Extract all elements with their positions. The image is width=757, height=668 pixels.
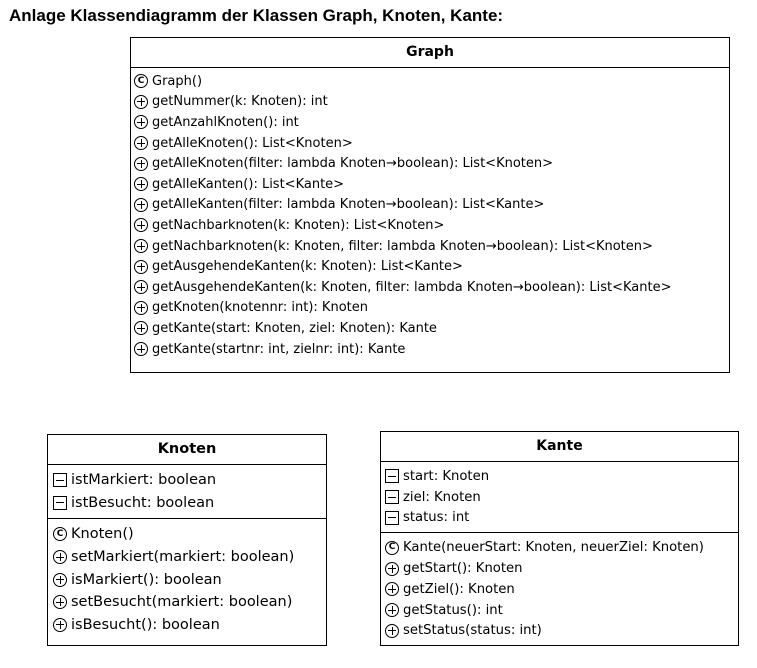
public-visibility-icon xyxy=(134,321,148,335)
member-text: getNachbarknoten(k: Knoten, filter: lambda Knoten→boolean): List<Knoten> xyxy=(152,238,653,254)
public-visibility-icon xyxy=(134,301,148,315)
member-row xyxy=(53,614,326,637)
member-text: Kante(neuerStart: Knoten, neuerZiel: Knoten) xyxy=(403,540,704,556)
class-name: Graph xyxy=(131,38,729,68)
private-visibility-icon xyxy=(385,469,399,483)
member-row xyxy=(134,112,729,133)
public-visibility-icon xyxy=(134,342,148,356)
public-visibility-icon xyxy=(385,603,399,617)
class-kante xyxy=(380,431,739,646)
member-row xyxy=(134,298,729,319)
member-text: status: int xyxy=(403,510,470,526)
attribute-list xyxy=(381,462,738,532)
public-visibility-icon xyxy=(385,562,399,576)
private-visibility-icon xyxy=(385,511,399,525)
public-visibility-icon xyxy=(53,573,67,587)
method-list xyxy=(131,68,729,359)
member-text: setBesucht(markiert: boolean) xyxy=(71,594,293,611)
public-visibility-icon xyxy=(53,595,67,609)
public-visibility-icon xyxy=(134,198,148,212)
method-list xyxy=(48,518,326,640)
member-text: getStart(): Knoten xyxy=(403,561,523,577)
member-row xyxy=(385,537,738,558)
public-visibility-icon xyxy=(134,177,148,191)
member-text: start: Knoten xyxy=(403,468,490,484)
member-row xyxy=(134,339,729,360)
member-row xyxy=(134,215,729,236)
public-visibility-icon xyxy=(134,260,148,274)
member-text: getAusgehendeKanten(k: Knoten): List<Kante> xyxy=(152,259,463,275)
public-visibility-icon xyxy=(134,280,148,294)
constructor-icon: C xyxy=(134,74,148,88)
public-visibility-icon xyxy=(53,618,67,632)
member-text: getAlleKnoten(): List<Knoten> xyxy=(152,135,353,151)
public-visibility-icon xyxy=(134,239,148,253)
member-text: Knoten() xyxy=(71,526,134,543)
member-row xyxy=(134,133,729,154)
member-row xyxy=(385,466,738,487)
class-name: Knoten xyxy=(48,435,326,465)
member-text: getStatus(): int xyxy=(403,602,503,618)
public-visibility-icon xyxy=(134,218,148,232)
member-text: setStatus(status: int) xyxy=(403,623,542,639)
member-row xyxy=(53,523,326,546)
member-row xyxy=(385,621,738,642)
member-text: istBesucht: boolean xyxy=(71,494,215,511)
member-text: getAnzahlKnoten(): int xyxy=(152,114,299,130)
member-text: isMarkiert(): boolean xyxy=(71,571,222,588)
member-text: getAlleKanten(filter: lambda Knoten→boolean): List<Kante> xyxy=(152,197,545,213)
class-name: Kante xyxy=(381,432,738,462)
member-text: getZiel(): Knoten xyxy=(403,581,515,597)
member-row xyxy=(134,195,729,216)
member-row xyxy=(385,579,738,600)
page-heading: Anlage Klassendiagramm der Klassen Graph, Knoten, Kante: xyxy=(9,6,504,25)
member-row xyxy=(53,492,326,515)
private-visibility-icon xyxy=(53,473,67,487)
class-knoten xyxy=(47,434,327,646)
class-graph xyxy=(130,37,730,373)
member-text: isBesucht(): boolean xyxy=(71,616,220,633)
public-visibility-icon xyxy=(385,582,399,596)
public-visibility-icon xyxy=(134,95,148,109)
member-text: getKnoten(knotennr: int): Knoten xyxy=(152,300,368,316)
member-text: getAusgehendeKanten(k: Knoten, filter: lambda Knoten→boolean): List<Kante> xyxy=(152,279,672,295)
member-row xyxy=(134,277,729,298)
constructor-icon: C xyxy=(385,541,399,555)
member-text: getKante(start: Knoten, ziel: Knoten): Kante xyxy=(152,320,437,336)
member-row xyxy=(134,174,729,195)
member-text: setMarkiert(markiert: boolean) xyxy=(71,549,295,566)
member-text: getAlleKanten(): List<Kante> xyxy=(152,176,345,192)
private-visibility-icon xyxy=(53,496,67,510)
member-row xyxy=(385,558,738,579)
member-row xyxy=(134,92,729,113)
member-text: ziel: Knoten xyxy=(403,489,481,505)
member-row xyxy=(53,568,326,591)
member-row xyxy=(134,71,729,92)
member-text: getAlleKnoten(filter: lambda Knoten→boolean): List<Knoten> xyxy=(152,156,554,172)
public-visibility-icon xyxy=(134,136,148,150)
member-text: Graph() xyxy=(152,73,203,89)
member-row xyxy=(134,318,729,339)
public-visibility-icon xyxy=(53,550,67,564)
member-text: getKante(startnr: int, zielnr: int): Kante xyxy=(152,341,406,357)
member-row xyxy=(53,591,326,614)
method-list xyxy=(381,532,738,645)
public-visibility-icon xyxy=(134,115,148,129)
member-text: getNachbarknoten(k: Knoten): List<Knoten> xyxy=(152,217,445,233)
member-row xyxy=(385,600,738,621)
member-text: getNummer(k: Knoten): int xyxy=(152,94,328,110)
member-row xyxy=(134,236,729,257)
member-row xyxy=(134,256,729,277)
private-visibility-icon xyxy=(385,490,399,504)
member-row xyxy=(385,508,738,529)
public-visibility-icon xyxy=(134,157,148,171)
member-row xyxy=(53,469,326,492)
member-text: istMarkiert: boolean xyxy=(71,472,217,489)
member-row xyxy=(53,546,326,569)
member-row xyxy=(134,153,729,174)
attribute-list xyxy=(48,465,326,518)
constructor-icon: C xyxy=(53,527,67,541)
member-row xyxy=(385,487,738,508)
public-visibility-icon xyxy=(385,624,399,638)
